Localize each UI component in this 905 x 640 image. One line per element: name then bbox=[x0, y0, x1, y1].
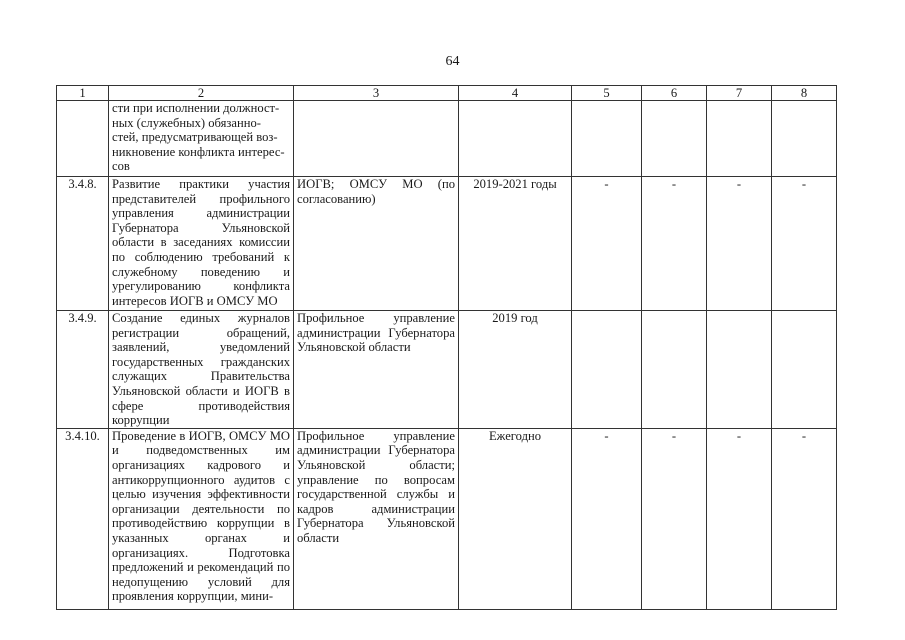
item-number: 3.4.9. bbox=[57, 311, 109, 429]
col6-value bbox=[642, 311, 707, 429]
item-number: 3.4.8. bbox=[57, 177, 109, 311]
table-row bbox=[57, 101, 837, 177]
col7-value: - bbox=[707, 428, 772, 609]
table-row bbox=[57, 428, 837, 609]
header-cell-2: 2 bbox=[109, 86, 294, 101]
executor-text bbox=[294, 101, 459, 177]
term-text bbox=[459, 101, 572, 177]
col8-value bbox=[772, 101, 837, 177]
header-row bbox=[57, 86, 837, 101]
col6-value bbox=[642, 101, 707, 177]
header-cell-1: 1 bbox=[57, 86, 109, 101]
measures-table bbox=[56, 85, 837, 610]
term-text: 2019 год bbox=[459, 311, 572, 429]
col5-value bbox=[572, 311, 642, 429]
executor-text: ИОГВ; ОМСУ МО (по согласованию) bbox=[294, 177, 459, 311]
col6-value: - bbox=[642, 177, 707, 311]
col8-value bbox=[772, 311, 837, 429]
executor-text: Профильное управление администрации Губернатора Ульяновской области; управление по вопросам государственной службы и кадров администрации Губернатора Ульяновской области bbox=[294, 428, 459, 609]
term-text: 2019-2021 годы bbox=[459, 177, 572, 311]
table-row bbox=[57, 177, 837, 311]
action-text: сти при исполнении должност- ных (служебных) обязанно- стей, предусматривающей воз- никновение конфликта интерес- сов bbox=[109, 101, 294, 177]
col6-value: - bbox=[642, 428, 707, 609]
col7-value: - bbox=[707, 177, 772, 311]
action-text: Развитие практики участия представителей профильного управления администрации Губернатора Ульяновской области в заседаниях комиссии по соблюдению требований к служебному поведению и урегулированию конфликта интересов ИОГВ и ОМСУ МО bbox=[109, 177, 294, 311]
col7-value bbox=[707, 311, 772, 429]
header-cell-3: 3 bbox=[294, 86, 459, 101]
item-number: 3.4.10. bbox=[57, 428, 109, 609]
header-cell-8: 8 bbox=[772, 86, 837, 101]
col8-value: - bbox=[772, 177, 837, 311]
header-cell-4: 4 bbox=[459, 86, 572, 101]
page-number: 64 bbox=[445, 54, 460, 69]
action-text: Создание единых журналов регистрации обращений, заявлений, уведомлений государственных гражданских служащих Правительства Ульяновской области и ИОГВ в сфере противодействия коррупции bbox=[109, 311, 294, 429]
col5-value: - bbox=[572, 428, 642, 609]
item-number bbox=[57, 101, 109, 177]
executor-text: Профильное управление администрации Губернатора Ульяновской области bbox=[294, 311, 459, 429]
header-cell-7: 7 bbox=[707, 86, 772, 101]
header-cell-6: 6 bbox=[642, 86, 707, 101]
col5-value: - bbox=[572, 177, 642, 311]
col5-value bbox=[572, 101, 642, 177]
table-row bbox=[57, 311, 837, 429]
col7-value bbox=[707, 101, 772, 177]
term-text: Ежегодно bbox=[459, 428, 572, 609]
header-cell-5: 5 bbox=[572, 86, 642, 101]
action-text: Проведение в ИОГВ, ОМСУ МО и подведомственных им организациях кадрового и антикоррупционного аудитов с целью изучения эффективности организации деятельности по противодействию коррупции в указанных органах и организациях. Подготовка предложений и рекомендаций по недопущению условий для проявления коррупции, мини- bbox=[109, 428, 294, 609]
col8-value: - bbox=[772, 428, 837, 609]
